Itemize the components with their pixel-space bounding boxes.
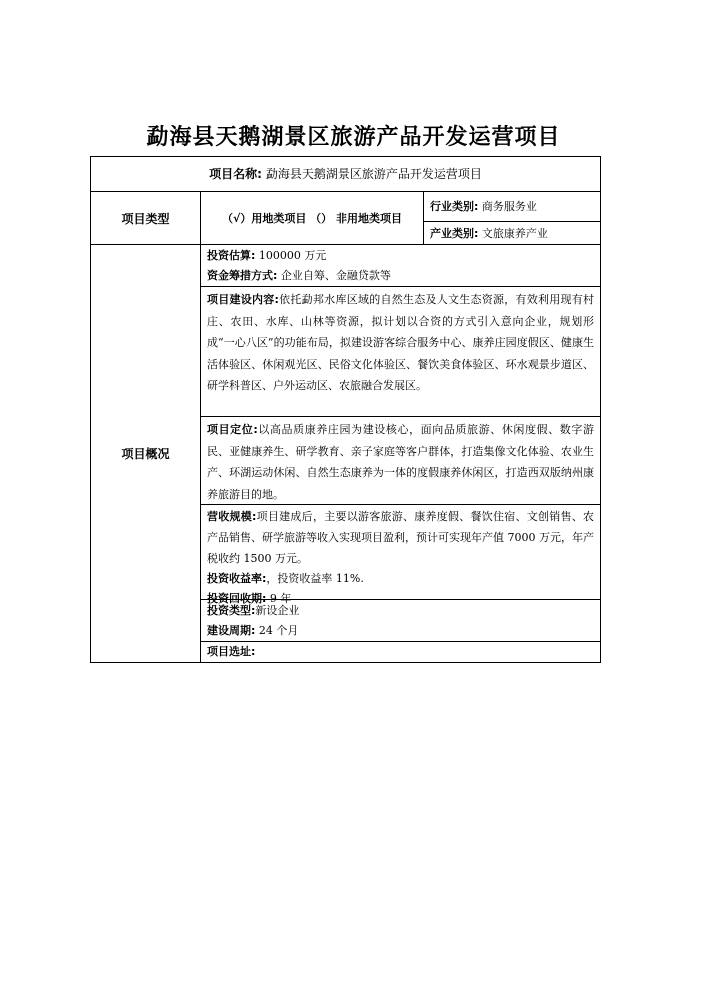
investment-type-value: 新设企业	[255, 604, 300, 617]
funding-value: 企业自筹、金融贷款等	[280, 269, 391, 282]
site-label: 项目选址:	[207, 645, 256, 658]
positioning-value: 以高品质康养庄园为建设核心，面向品质旅游、休闲度假、数字游民、亚健康养生、研学教育、亲子家庭等客户群体，打造集像文化体验、农业生产、环湖运动休闲、自然生态康养为一体的度假康养休闲区，打造西双版纳州康养旅游目的地。	[207, 423, 594, 501]
investment-cell	[200, 244, 600, 286]
project-type-label: 项目类型	[91, 191, 200, 244]
return-rate-line	[201, 569, 600, 589]
overview-label: 项目概况	[91, 244, 200, 662]
sector-category-value: 文旅康养产业	[481, 226, 548, 240]
construction-period-label: 建设周期:	[207, 624, 256, 637]
industry-category-cell	[423, 191, 600, 221]
return-rate-value: ，投资收益率 11%.	[266, 572, 364, 585]
investment-type-label: 投资类型:	[207, 604, 256, 617]
project-name-value: 勐海县天鹅湖景区旅游产品开发运营项目	[265, 166, 482, 181]
investment-line	[201, 246, 600, 266]
investment-type-line	[201, 601, 600, 621]
revenue-cell	[200, 504, 600, 605]
construction-period-line	[201, 621, 600, 641]
industry-category-value: 商务服务业	[481, 200, 537, 213]
investment-type-cell	[200, 599, 600, 641]
investment-value: 100000 万元	[258, 249, 327, 262]
site-cell	[200, 641, 600, 662]
project-name-label: 项目名称:	[209, 166, 262, 181]
construction-content-label: 项目建设内容:	[207, 293, 279, 306]
payback-label: 投资回收期:	[207, 592, 267, 605]
funding-line	[201, 266, 600, 286]
construction-content-value: 依托勐邦水库区域的自然生态及人文生态资源，有效利用现有村庄、农田、水库、山林等资源，拟计划以合资的方式引入意向企业，规划形成“一心八区”的功能布局，拟建设游客综合服务中心、康养庄园度假区、健康生活体验区、休闲观光区、民俗文化体验区、餐饮美食体验区、环水观景步道区、研学科普区、户外运动区、农旅融合发展区。	[207, 293, 594, 392]
funding-label: 资金筹措方式:	[207, 269, 278, 282]
project-type-options: （√）用地类项目 （） 非用地类项目	[200, 191, 423, 244]
revenue-paragraph	[201, 505, 600, 569]
page-title: 勐海县天鹅湖景区旅游产品开发运营项目	[146, 124, 561, 150]
project-name-row	[91, 157, 600, 191]
positioning-cell	[200, 416, 600, 504]
revenue-value: 项目建成后，主要以游客旅游、康养度假、餐饮住宿、文创销售、农产品销售、研学旅游等收入实现项目盈利，预计可实现年产值 7000 万元，年产税收约 1500 万元。	[207, 510, 595, 565]
sector-category-label: 产业类别:	[430, 226, 479, 240]
positioning-label: 项目定位:	[207, 423, 258, 436]
sector-category-cell	[423, 221, 600, 244]
payback-value: 9 年	[269, 592, 292, 605]
industry-category-label: 行业类别:	[430, 200, 479, 213]
return-rate-label: 投资收益率:	[207, 572, 267, 585]
construction-period-value: 24 个月	[258, 624, 299, 637]
revenue-label: 营收规模:	[207, 510, 257, 523]
construction-content-cell	[200, 286, 600, 416]
investment-label: 投资估算:	[207, 249, 256, 262]
site-line	[201, 642, 600, 662]
project-info-table	[90, 156, 601, 663]
